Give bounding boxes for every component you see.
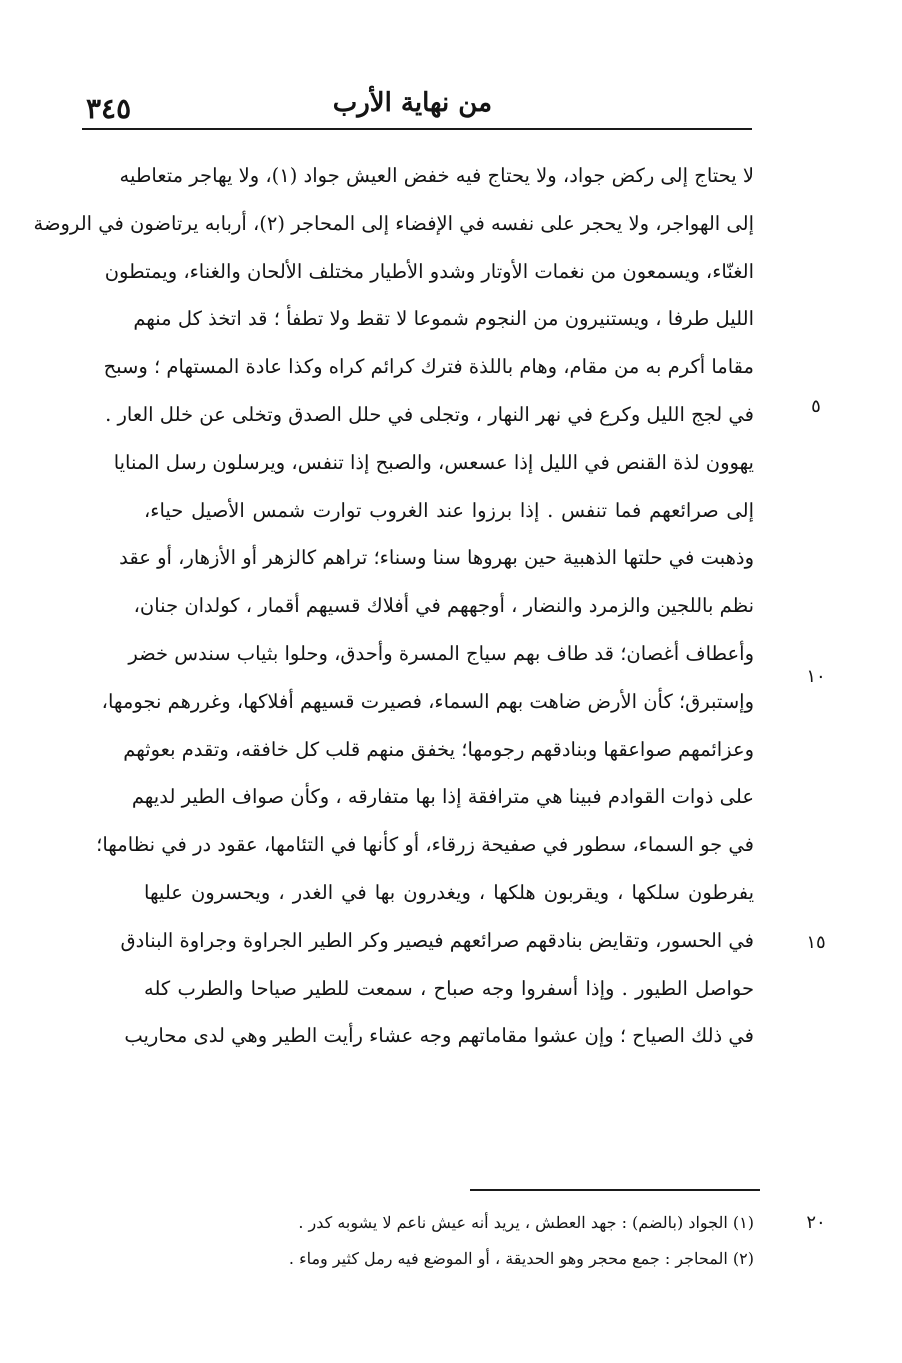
text-line: يفرطون سلكها ، ويقربون هلكها ، ويغدرون بها في الغدر ، ويحسرون عليها <box>144 880 754 904</box>
text-line: على ذوات القوادم فبينا هي مترافقة إذا بها متفارقه ، وكأن صواف الطير لديهم <box>131 785 754 809</box>
page-number: ٣٤٥ <box>86 92 132 125</box>
text-line: في ذلك الصياح ؛ وإن عشوا مقاماتهم وجه عشاء رأيت الطير وهي لدى محاريب <box>124 1024 754 1048</box>
header-rule <box>82 128 752 130</box>
line-number-20: ٢٠ <box>806 1212 826 1233</box>
body-text <box>33 152 754 1156</box>
text-line: وإستبرق؛ كأن الأرض ضاهت بهم السماء، فصيرت قسيهم أفلاكها، وغررهم نجومها، <box>101 689 754 713</box>
line-number-5: ٥ <box>811 396 821 417</box>
text-line: الليل طرفا ، ويستنيرون من النجوم شموعا لا تقط ولا تطفأ ؛ قد اتخذ كل منهم <box>133 307 754 331</box>
text-line: إلى صرائعهم فما تنفس . إذا برزوا عند الغروب توارت شمس الأصيل حياء، <box>144 498 754 522</box>
footnotes <box>194 1205 754 1277</box>
text-line: حواصل الطيور . وإذا أسفروا وجه صباح ، سمعت للطير صياحا والطرب كله <box>144 976 754 1000</box>
text-line: وعزائمهم صواعقها وبنادقهم رجومها؛ يخفق منهم قلب كل خافقه، وتقدم بعوثهم <box>123 737 754 761</box>
text-line <box>144 1060 754 1108</box>
text-line <box>144 1108 754 1156</box>
text-line: مقاما أكرم به من مقام، وهام باللذة فترك كرائم كراه وكذا عادة المستهام ؛ وسبح <box>103 355 754 379</box>
line-number-15: ١٥ <box>806 932 826 953</box>
running-title: من نهاية الأرب <box>332 88 492 118</box>
text-line: في جو السماء، سطور في صفيحة زرقاء، أو كأنها في التئامها، عقود در في نظامها؛ <box>96 833 754 857</box>
text-line: نظم باللجين والزمرد والنضار ، أوجههم في أفلاك قسيهم أقمار ، كولدان جنان، <box>133 594 754 618</box>
footnote-1: (١) الجواد (بالضم) : جهد العطش ، يريد أنه عيش ناعم لا يشوبه كدر . <box>298 1213 754 1232</box>
text-line: وأعطاف أغصان؛ قد طاف بهم سياج المسرة وأحدق، وحلوا بثياب سندس خضر <box>128 641 754 665</box>
line-number-10: ١٠ <box>806 666 826 687</box>
text-line: وذهبت في حلتها الذهبية حين بهروها سنا وسناء؛ تراهم كالزهر أو الأزهار، أو عقد <box>119 546 754 570</box>
text-line: إلى الهواجر، ولا يحجر على نفسه في الإفضاء إلى المحاجر (٢)، أربابه يرتاضون في الروضة <box>33 211 754 235</box>
text-line: لا يحتاج إلى ركض جواد، ولا يحتاج فيه خفض العيش جواد (١)، ولا يهاجر متعاطيه <box>119 164 754 187</box>
footnote-rule <box>470 1189 760 1191</box>
text-line: في الحسور، وتقايض بنادقهم صرائعهم فيصير وكر الطير الجراوة وجراوة البنادق <box>120 928 754 952</box>
text-line: في لجج الليل وكرع في نهر النهار ، وتجلى في حلل الصدق وتخلى عن خلل العار . <box>105 402 754 426</box>
text-line: الغنّاء، ويسمعون من نغمات الأوتار وشدو الأطيار مختلف الألحان والغناء، ويمتطون <box>104 259 754 283</box>
footnote-2: (٢) المحاجر : جمع محجر وهو الحديقة ، أو الموضع فيه رمل كثير وماء . <box>288 1249 754 1268</box>
text-line: يهوون لذة القنص في الليل إذا عسعس، والصبح إذا تنفس، ويرسلون رسل المنايا <box>113 450 754 474</box>
